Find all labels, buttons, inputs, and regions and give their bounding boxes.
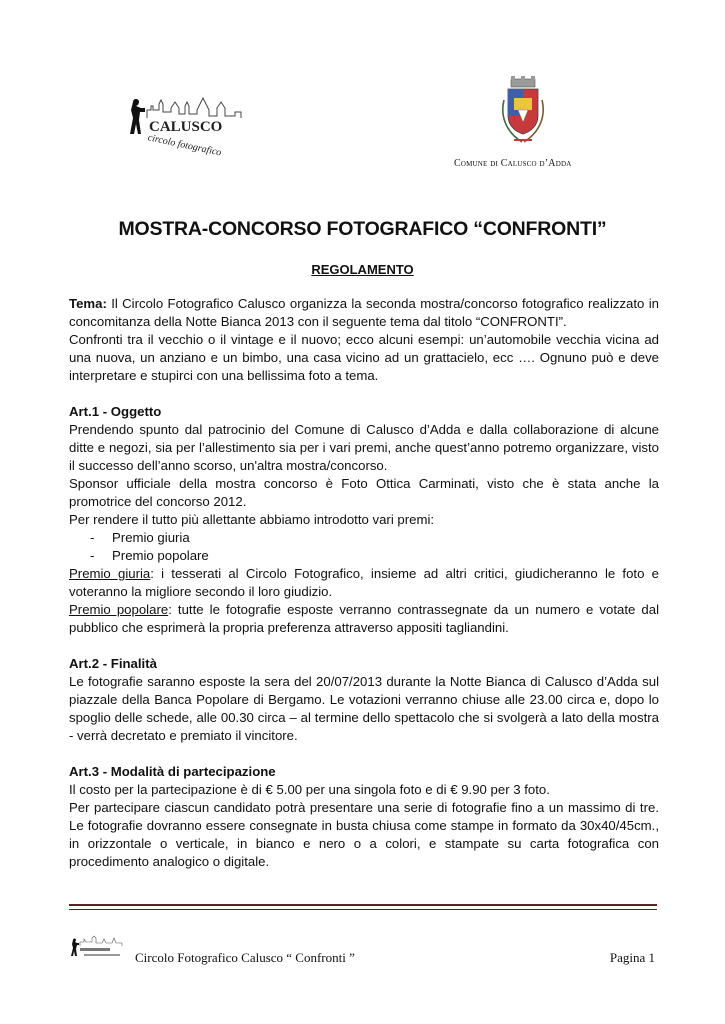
art3-paragraph-2: Per partecipare ciascun candidato potrà presentare una serie di fotografie fino a un massimo di tre. Le fotografie dovranno essere consegnate in busta chiusa come stampe in formato da 30x40/45cm., in orizzontale o verticale, in bianco e nero o a colori, e stampate su carta fotografica con procedimento analogico o digitale.	[69, 800, 659, 869]
art2-paragraph: Le fotografie saranno esposte la sera del 20/07/2013 durante la Notte Bianca di Calusco d’Adda sul piazzale della Banca Popolare di Bergamo. Le votazioni verranno chiuse alle 23.00 circa e, dopo lo spoglio delle schede, alle 00.30 circa – al termine dello spettacolo che si svolgerà a lato della mostra - verrà decretato e premiato il vincitore.	[69, 674, 659, 743]
footer-divider	[69, 904, 657, 906]
tema-examples: Confronti tra il vecchio o il vintage e il nuovo; ecco alcuni esempi: un’automobile vecchia vicina ad una nuova, un anziano e un bimbo, una casa vicino ad un grattacielo, ecc …. Ognuno può e deve interpretare e stupirci con una bellissima foto a tema.	[69, 332, 659, 383]
art2-heading-text: Art.2 - Finalità	[69, 656, 157, 671]
comune-label: Comune di Calusco d’Adda	[454, 158, 572, 169]
art1-paragraph-2: Sponsor ufficiale della mostra concorso è Foto Ottica Carminati, visto che è stata anche la promotrice del concorso 2012.	[69, 476, 659, 509]
premio-popolare-label: Premio popolare	[69, 602, 169, 617]
art3-paragraph-1: Il costo per la partecipazione è di € 5.00 per una singola foto e di € 9.90 per 3 foto.	[69, 782, 550, 797]
footer-divider-thin	[69, 909, 657, 910]
tema-text: Il Circolo Fotografico Calusco organizza la seconda mostra/concorso fotografico realizzato in concomitanza della Notte Bianca 2013 con il seguente tema dal titolo “CONFRONTI”.	[69, 296, 659, 329]
art3-heading-text: Art.3 - Modalità di partecipazione	[69, 764, 276, 779]
list-item: - Premio popolare	[69, 547, 659, 565]
tema-label: Tema:	[69, 296, 107, 311]
premio-popolare-text: : tutte le fotografie esposte verranno contrassegnate da un numero e votate dal pubblico che esprimerà la propria preferenza attraverso appositi tagliandini.	[69, 602, 660, 635]
tema-paragraph	[69, 295, 659, 331]
premi-list	[69, 529, 659, 565]
art1-heading	[69, 403, 659, 421]
art1-paragraph-1: Prendendo spunto dal patrocinio del Comune di Calusco d’Adda e dalla collaborazione di alcune ditte e negozi, sia per l’allestimento sia per i vari premi, anche quest’anno potremo organizzare, visto il successo dell’anno scorso, un'altra mostra/concorso.	[69, 422, 659, 473]
art1-paragraph-3: Per rendere il tutto più allettante abbiamo introdotto vari premi:	[69, 512, 435, 527]
logo-text-sub: circolo fotografico	[146, 132, 223, 159]
footer-title: Circolo Fotografico Calusco “ Confronti ”	[135, 950, 355, 965]
premio-giuria-paragraph	[69, 565, 659, 601]
list-item: - Premio giuria	[69, 529, 659, 547]
premio-popolare-paragraph	[69, 601, 659, 637]
art3-heading	[69, 763, 659, 781]
logo-text-main: CALUSCO	[149, 119, 223, 135]
document-subtitle: REGOLAMENTO	[311, 262, 414, 277]
premio-giuria-label: Premio giuria	[69, 566, 151, 581]
document-body	[69, 295, 659, 871]
page-number: Pagina 1	[609, 950, 655, 965]
art1-heading-text: Art.1 - Oggetto	[69, 404, 162, 419]
art2-heading	[69, 655, 659, 673]
footer-logo	[70, 934, 130, 964]
document-title: MOSTRA-CONCORSO FOTOGRAFICO “CONFRONTI”	[118, 218, 607, 240]
comune-crest-emblem	[494, 76, 552, 150]
comune-name	[454, 158, 654, 169]
premio-giuria-text: : i tesserati al Circolo Fotografico, insieme ad altri critici, giudicheranno le foto e voteranno la migliore secondo il loro giudizio.	[69, 566, 659, 599]
circolo-fotografico-logo	[125, 88, 260, 160]
